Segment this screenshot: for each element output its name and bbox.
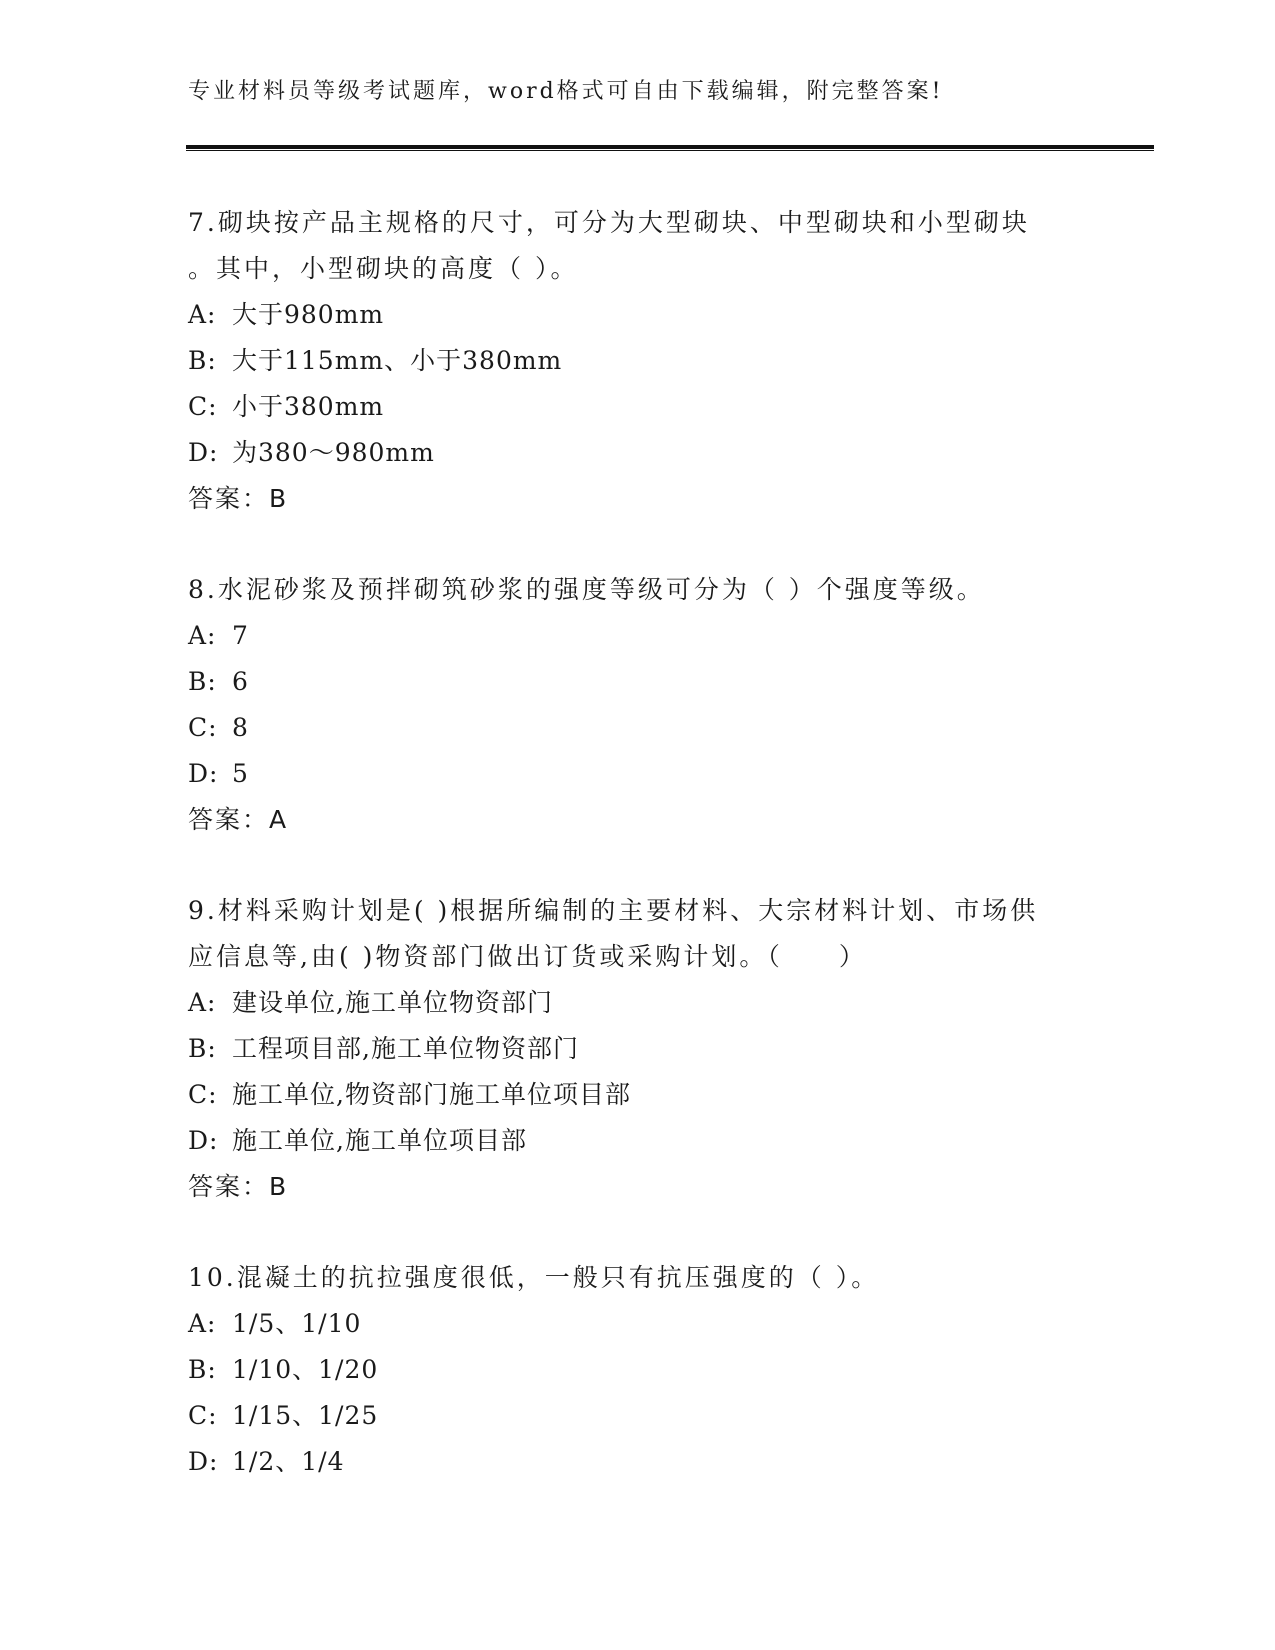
- option-letter: B:: [188, 1034, 217, 1063]
- option-text: 8: [232, 713, 249, 742]
- option-b: [188, 1347, 1108, 1393]
- option-a: [188, 980, 1108, 1026]
- option-text: 大于980mm: [232, 300, 385, 329]
- option-letter: D:: [188, 1126, 219, 1155]
- question-text-line: 9.材料采购计划是( )根据所编制的主要材料、大宗材料计划、市场供: [188, 896, 1039, 925]
- option-d: [188, 751, 1108, 797]
- option-text: 建设单位,施工单位物资部门: [232, 988, 553, 1017]
- option-c: [188, 705, 1108, 751]
- option-letter: D:: [188, 759, 219, 788]
- option-a: [188, 292, 1108, 338]
- option-text: 大于115mm、小于380mm: [232, 346, 563, 375]
- option-text: 5: [232, 759, 249, 788]
- question-7: [188, 200, 1108, 522]
- answer-line: 答案：A: [188, 805, 289, 834]
- option-letter: C:: [188, 392, 218, 421]
- option-b: [188, 659, 1108, 705]
- option-letter: A:: [188, 300, 217, 329]
- header-rule-thick: [186, 145, 1154, 149]
- option-text: 小于380mm: [232, 392, 385, 421]
- answer-line: 答案：B: [188, 484, 289, 513]
- option-b: [188, 338, 1108, 384]
- option-b: [188, 1026, 1108, 1072]
- question-text-line: 7.砌块按产品主规格的尺寸，可分为大型砌块、中型砌块和小型砌块: [188, 208, 1030, 237]
- option-d: [188, 1439, 1108, 1485]
- option-letter: C:: [188, 1080, 218, 1109]
- option-text: 1/5、1/10: [232, 1309, 362, 1338]
- option-text: 7: [232, 621, 249, 650]
- option-c: [188, 1072, 1108, 1118]
- option-text: 6: [232, 667, 249, 696]
- option-a: [188, 613, 1108, 659]
- page-header-text: 专业材料员等级考试题库，word格式可自由下载编辑，附完整答案!: [188, 79, 944, 104]
- option-text: 施工单位,物资部门施工单位项目部: [232, 1080, 631, 1109]
- question-text-line: 应信息等,由( )物资部门做出订货或采购计划。（ ）: [188, 942, 867, 971]
- option-text: 为380～980mm: [232, 438, 435, 467]
- question-8: [188, 567, 1108, 843]
- option-a: [188, 1301, 1108, 1347]
- question-10: [188, 1255, 1108, 1485]
- answer-line: 答案：B: [188, 1172, 289, 1201]
- option-letter: B:: [188, 667, 217, 696]
- option-letter: A:: [188, 621, 217, 650]
- option-text: 1/2、1/4: [232, 1447, 345, 1476]
- option-c: [188, 384, 1108, 430]
- header-rule-thin: [186, 150, 1154, 151]
- option-letter: C:: [188, 713, 218, 742]
- option-letter: B:: [188, 346, 217, 375]
- option-letter: D:: [188, 438, 219, 467]
- option-text: 1/15、1/25: [232, 1401, 379, 1430]
- question-text-line: 10.混凝土的抗拉强度很低，一般只有抗压强度的（ ）。: [188, 1263, 880, 1292]
- option-c: [188, 1393, 1108, 1439]
- option-letter: B:: [188, 1355, 217, 1384]
- option-letter: A:: [188, 988, 217, 1017]
- option-text: 1/10、1/20: [232, 1355, 379, 1384]
- option-text: 施工单位,施工单位项目部: [232, 1126, 527, 1155]
- option-d: [188, 430, 1108, 476]
- question-9: [188, 888, 1108, 1210]
- option-letter: A:: [188, 1309, 217, 1338]
- option-letter: C:: [188, 1401, 218, 1430]
- question-list: [188, 200, 1108, 1530]
- question-text-line: 8.水泥砂浆及预拌砌筑砂浆的强度等级可分为（ ）个强度等级。: [188, 575, 985, 604]
- question-text-line: 。其中，小型砌块的高度（ ）。: [188, 254, 579, 283]
- option-letter: D:: [188, 1447, 219, 1476]
- option-text: 工程项目部,施工单位物资部门: [232, 1034, 579, 1063]
- option-d: [188, 1118, 1108, 1164]
